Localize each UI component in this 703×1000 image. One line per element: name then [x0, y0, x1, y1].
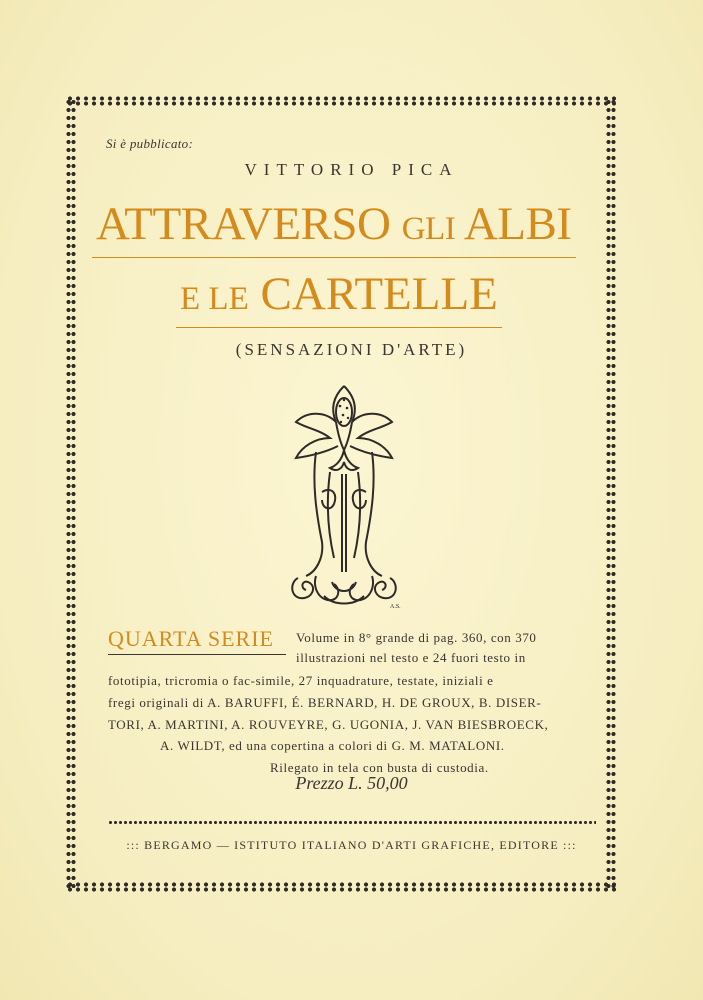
- description-line-7: Rilegato in tela con busta di custodia.: [270, 760, 489, 775]
- description-line-1: Volume in 8° grande di pag. 360, con 370: [296, 630, 537, 645]
- publisher-line: ::: BERGAMO — ISTITUTO ITALIANO D'ARTI GRAFICHE, EDITORE :::: [126, 838, 577, 852]
- series-title: QUARTA SERIE: [108, 626, 286, 655]
- top-dotted-border: [66, 96, 618, 106]
- price: Prezzo L. 50,00: [295, 773, 408, 793]
- description-line-5: TORI, A. MARTINI, A. ROUVEYRE, G. UGONIA, J. VAN BIESBROECK,: [108, 717, 549, 732]
- left-dotted-border: [66, 98, 76, 888]
- description-line-6: A. WILDT, ed una copertina a colori di G. M. MATALONI.: [160, 738, 505, 753]
- subtitle: (SENSAZIONI D'ARTE): [235, 340, 468, 359]
- dotted-separator: [108, 820, 596, 825]
- author-name: VITTORIO PICA: [244, 160, 459, 179]
- bottom-dotted-border: [66, 882, 618, 892]
- right-dotted-border: [606, 98, 616, 888]
- title-line-2: E LE CARTELLE: [176, 266, 502, 328]
- published-note: Si è pubblicato:: [106, 136, 194, 151]
- title-line-1: ATTRAVERSO GLI ALBI: [92, 196, 576, 258]
- description-line-4: fregi originali di A. BARUFFI, É. BERNARD, H. DE GROUX, B. DISER-: [108, 695, 542, 710]
- description-line-2: illustrazioni nel testo e 24 fuori testo in: [296, 650, 526, 665]
- ornament-monogram: A.S.: [390, 604, 401, 610]
- art-nouveau-floral-ornament-icon: [286, 382, 402, 610]
- description-line-3: fototipia, tricromia o fac-simile, 27 inquadrature, testate, iniziali e: [108, 673, 494, 688]
